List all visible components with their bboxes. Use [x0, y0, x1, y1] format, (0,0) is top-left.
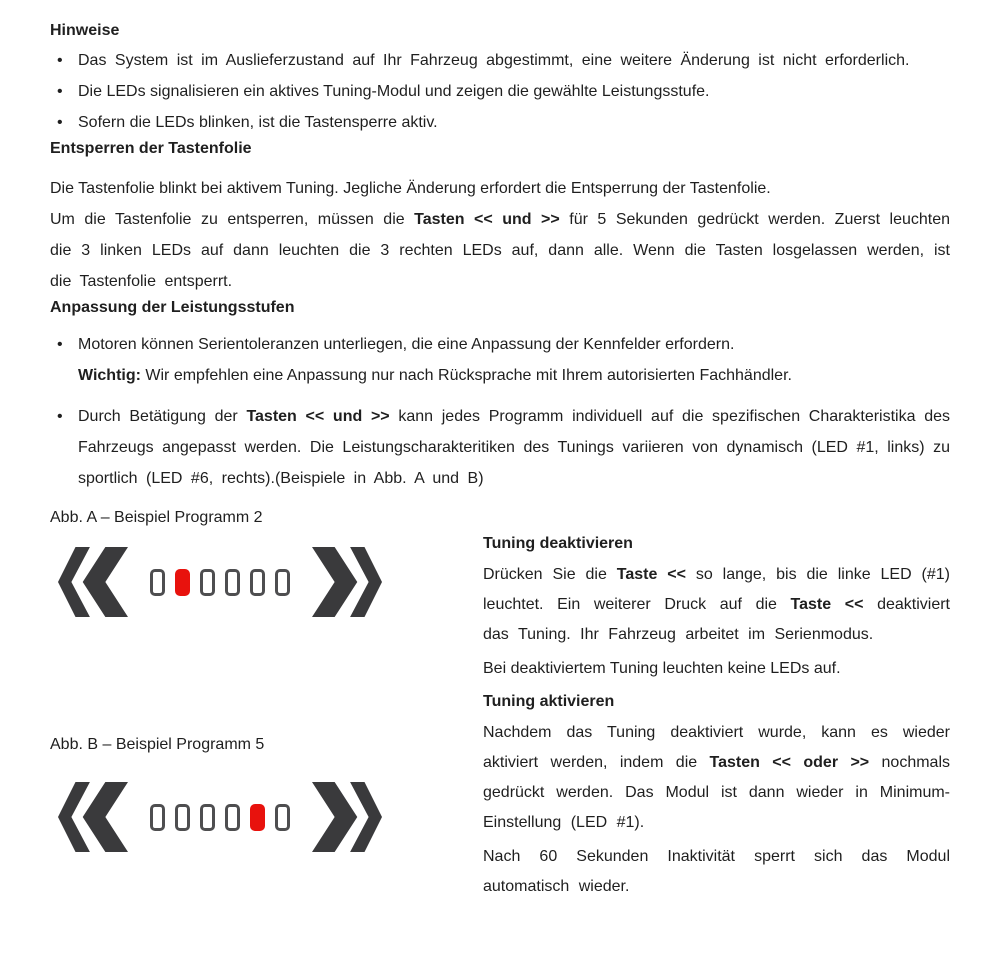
chevron-left-icon	[58, 547, 128, 617]
list-item-text: Das System ist im Auslieferzustand auf Ihr Fahrzeug abgestimmt, eine weitere Änderung ist nicht erforderlich.	[78, 52, 910, 69]
text-segment: Durch Betätigung der	[78, 408, 247, 425]
text-segment: Nachdem das Tuning deaktiviert wurde, kann es wieder aktiviert werden, indem die	[483, 724, 950, 771]
heading-tuning-aktivieren: Tuning aktivieren	[483, 693, 615, 710]
figure-a-caption: Abb. A – Beispiel Programm 2	[50, 509, 263, 526]
chevron-band	[312, 547, 357, 617]
section-heading-anpassung: Anpassung der Leistungsstufen	[50, 299, 295, 316]
chevron-band	[83, 547, 128, 617]
chevron-band	[83, 782, 128, 852]
bullet-icon: •	[57, 114, 63, 131]
led-row	[150, 804, 290, 831]
list-item-text: Die LEDs signalisieren ein aktives Tuning-Modul und zeigen die gewählte Leistungsstufe.	[78, 83, 710, 100]
list-item	[50, 45, 950, 76]
hinweise-list	[50, 45, 950, 138]
led-inactive	[150, 569, 165, 596]
figure-a-led-display	[58, 547, 483, 617]
text-segment: kann jedes Programm individuell auf die spezifischen Charakteristika des Fahrzeugs angepasst werden. Die Leistungscharakteritiken des Tunings variieren von dynamisch (LED #1, links) zu sportlich (LED #6, rechts).(Beispiele in Abb. A und B)	[78, 408, 951, 487]
bullet-icon: •	[57, 52, 63, 69]
text-segment: Drücken Sie die	[483, 566, 617, 583]
list-item	[50, 401, 950, 494]
heading-tuning-deaktivieren: Tuning deaktivieren	[483, 535, 633, 552]
bold-keys-text: Tasten << und >>	[414, 211, 560, 228]
list-item-text	[78, 360, 950, 391]
list-item-text: Motoren können Serientoleranzen unterliegen, die eine Anpassung der Kennfelder erfordern.	[78, 336, 735, 353]
section-heading-entsperren: Entsperren der Tastenfolie	[50, 140, 252, 157]
aktivieren-paragraph-1	[483, 718, 950, 838]
list-item-text: Sofern die LEDs blinken, ist die Tastensperre aktiv.	[78, 114, 438, 131]
led-inactive	[275, 569, 290, 596]
led-inactive	[200, 804, 215, 831]
bold-keys-text: Tasten << oder >>	[709, 754, 870, 771]
deaktivieren-paragraph-1	[483, 560, 950, 650]
text-segment: deaktiviert das Tuning. Ihr Fahrzeug arbeitet im Serienmodus.	[483, 596, 950, 643]
text-segment: für 5 Sekunden gedrückt werden. Zuerst leuchten die 3 linken LEDs auf dann leuchten die 3 rechten LEDs auf, dann alle. Wenn die Tasten losgelassen werden, ist die Tastenfolie entsperrt.	[50, 211, 951, 290]
led-inactive	[275, 804, 290, 831]
figures-column	[50, 502, 483, 902]
list-item	[50, 107, 950, 138]
chevron-right-icon	[312, 782, 382, 852]
led-inactive	[175, 804, 190, 831]
bold-keys-text: Taste <<	[790, 596, 864, 613]
entsperren-paragraph-2	[50, 204, 950, 297]
figure-b-caption: Abb. B – Beispiel Programm 5	[50, 736, 265, 753]
bullet-icon: •	[57, 408, 63, 425]
bullet-icon: •	[57, 83, 63, 100]
led-inactive	[225, 569, 240, 596]
led-inactive	[225, 804, 240, 831]
led-active	[175, 569, 190, 596]
text-segment: nochmals gedrückt werden. Das Modul ist dann wieder in Minimum-Einstellung (LED #1).	[483, 754, 951, 831]
led-active	[250, 804, 265, 831]
led-inactive	[200, 569, 215, 596]
bold-wichtig-text: Wichtig:	[78, 367, 141, 384]
led-inactive	[150, 804, 165, 831]
figure-b-led-display	[58, 782, 483, 852]
section-heading-hinweise: Hinweise	[50, 22, 120, 39]
list-item	[50, 329, 950, 391]
led-row	[150, 569, 290, 596]
bullet-icon: •	[57, 336, 63, 353]
anpassung-list	[50, 329, 950, 494]
list-item	[50, 76, 950, 107]
chevron-left-icon	[58, 782, 128, 852]
deaktivieren-paragraph-2: Bei deaktiviertem Tuning leuchten keine LEDs auf.	[483, 660, 841, 677]
led-inactive	[250, 569, 265, 596]
chevron-band	[312, 782, 357, 852]
bold-keys-text: Taste <<	[616, 566, 686, 583]
text-segment: Wir empfehlen eine Anpassung nur nach Rücksprache mit Ihrem autorisierten Fachhändler.	[140, 367, 792, 384]
chevron-right-icon	[312, 547, 382, 617]
instructions-column	[483, 502, 950, 902]
text-segment: Um die Tastenfolie zu entsperren, müssen die	[50, 211, 415, 228]
text-segment: so lange, bis die linke LED (#1) leuchtet. Ein weiterer Druck auf die	[483, 566, 951, 613]
aktivieren-paragraph-2: Nach 60 Sekunden Inaktivität sperrt sich das Modul automatisch wieder.	[483, 848, 950, 895]
bold-keys-text: Tasten << und >>	[246, 408, 390, 425]
two-column-area	[50, 502, 950, 902]
entsperren-paragraph-1: Die Tastenfolie blinkt bei aktivem Tuning. Jegliche Änderung erfordert die Entsperrung der Tastenfolie.	[50, 180, 771, 197]
